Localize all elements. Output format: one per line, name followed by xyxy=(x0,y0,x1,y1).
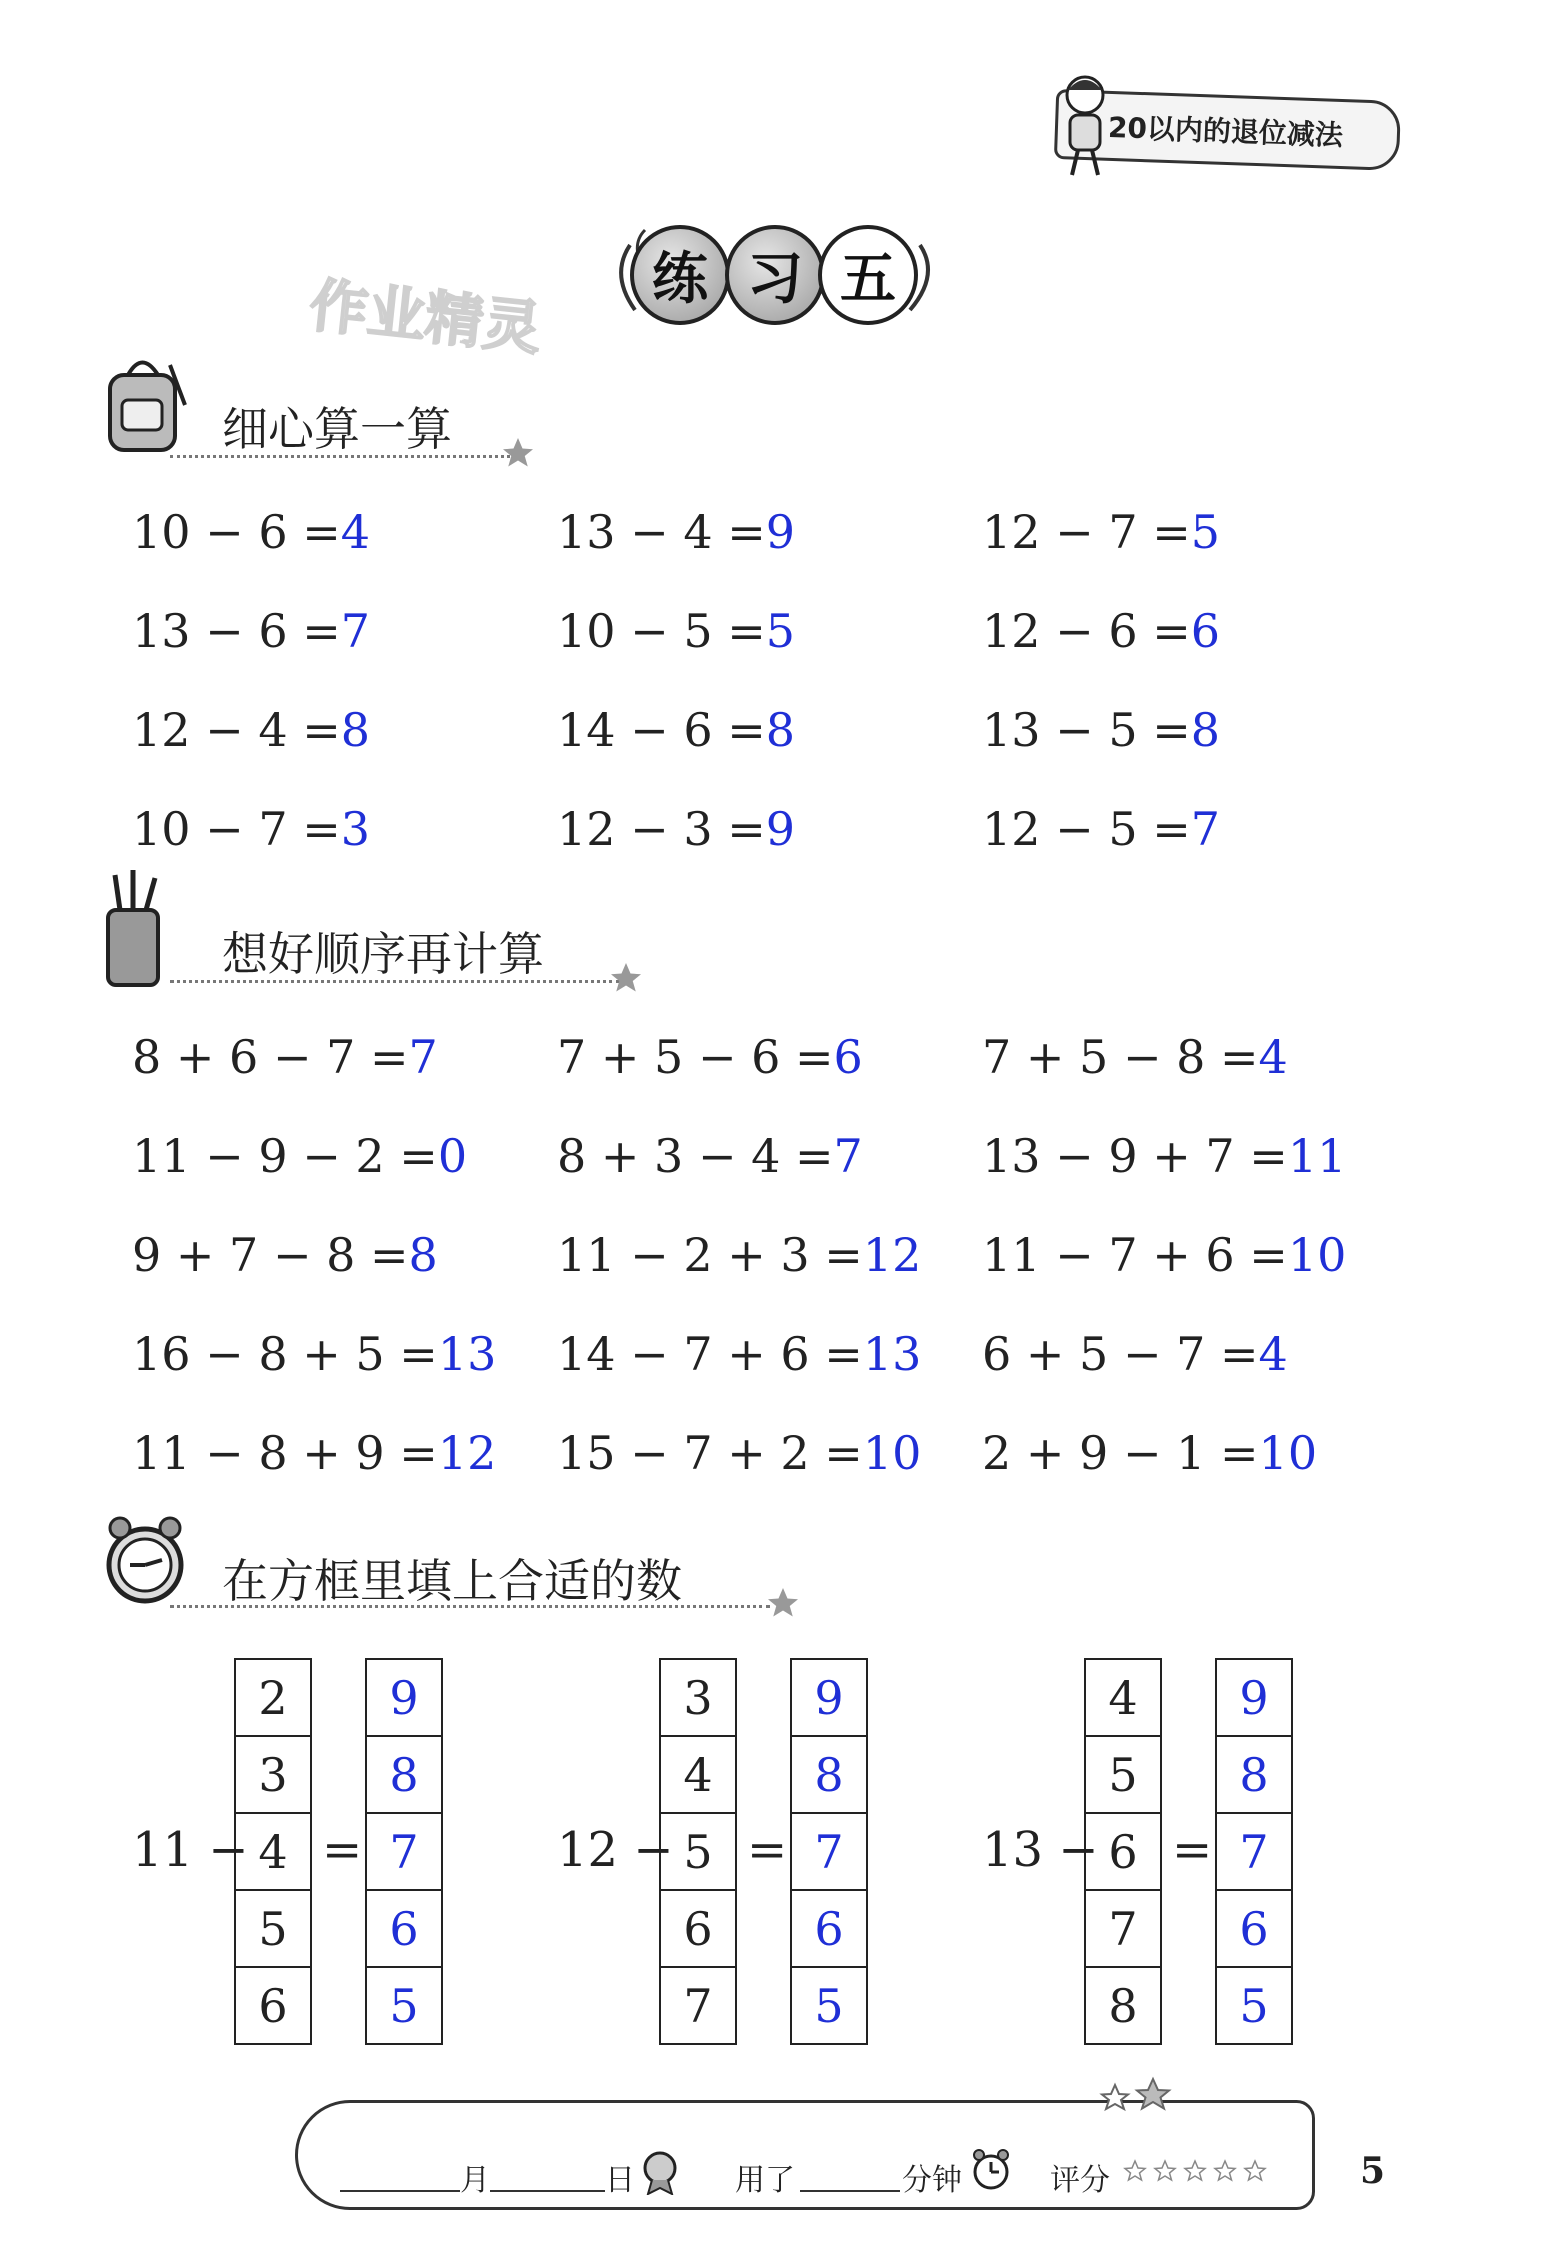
equation-question: 2 + 9 − 1 = xyxy=(982,1426,1259,1480)
equation-question: 13 − 6 = xyxy=(132,604,341,658)
equation-question: 10 − 6 = xyxy=(132,505,341,559)
equation-question: 9 + 7 − 8 = xyxy=(132,1228,409,1282)
result-box[interactable]: 5 xyxy=(365,1966,443,2045)
subtrahend-box-column xyxy=(1084,1658,1162,2045)
minutes-blank[interactable] xyxy=(800,2190,900,2192)
result-box[interactable]: 8 xyxy=(1215,1735,1293,1814)
clock-icon xyxy=(970,2148,1012,2192)
result-box[interactable]: 6 xyxy=(1215,1889,1293,1968)
equation-answer[interactable]: 12 xyxy=(437,1426,497,1480)
section-divider xyxy=(170,980,620,983)
equation-question: 6 + 5 − 7 = xyxy=(982,1327,1259,1381)
equation-question: 10 − 7 = xyxy=(132,802,341,856)
equation xyxy=(132,1228,438,1282)
equation xyxy=(132,802,370,856)
equation-answer[interactable]: 8 xyxy=(1190,703,1221,757)
equation-answer[interactable]: 6 xyxy=(1190,604,1221,658)
equation xyxy=(132,703,370,757)
equation xyxy=(982,1228,1346,1282)
box-equation-minuend: 11 − xyxy=(132,1822,249,1878)
section-title-fill-boxes: 在方框里填上合适的数 xyxy=(222,1554,682,1608)
equation-question: 13 − 5 = xyxy=(982,703,1191,757)
result-box[interactable]: 8 xyxy=(365,1735,443,1814)
equation-question: 12 − 4 = xyxy=(132,703,341,757)
subtrahend-box: 6 xyxy=(1084,1812,1162,1891)
equation-answer[interactable]: 6 xyxy=(833,1030,863,1084)
equation xyxy=(557,703,795,757)
equation-question: 8 + 6 − 7 = xyxy=(132,1030,409,1084)
equation-answer[interactable]: 8 xyxy=(765,703,796,757)
equation xyxy=(982,604,1220,658)
equation-answer[interactable]: 11 xyxy=(1287,1129,1347,1183)
result-box[interactable]: 8 xyxy=(790,1735,868,1814)
title-char-3: 五 xyxy=(818,225,918,325)
result-box[interactable]: 6 xyxy=(365,1889,443,1968)
result-box-column xyxy=(1215,1658,1293,2045)
subtrahend-box: 5 xyxy=(1084,1735,1162,1814)
score-label: 评分 xyxy=(1050,2163,1110,2198)
equation-answer[interactable]: 10 xyxy=(862,1426,922,1480)
equation-question: 12 − 6 = xyxy=(982,604,1191,658)
equation xyxy=(132,604,370,658)
star-icon xyxy=(500,435,536,471)
equation-answer[interactable]: 4 xyxy=(1258,1327,1288,1381)
title-char-2: 习 xyxy=(725,225,825,325)
equation-question: 7 + 5 − 8 = xyxy=(982,1030,1259,1084)
medal-icon xyxy=(640,2150,680,2195)
equation-answer[interactable]: 4 xyxy=(1258,1030,1288,1084)
day-label: 日 xyxy=(605,2163,635,2198)
page-number: 5 xyxy=(1360,2150,1386,2192)
month-blank[interactable] xyxy=(340,2190,460,2192)
subtrahend-box-column xyxy=(234,1658,312,2045)
equation xyxy=(557,1030,863,1084)
result-box[interactable]: 5 xyxy=(1215,1966,1293,2045)
equation-question: 7 + 5 − 6 = xyxy=(557,1030,834,1084)
subtrahend-box: 8 xyxy=(1084,1966,1162,2045)
equation xyxy=(557,604,795,658)
equation-question: 12 − 5 = xyxy=(982,802,1191,856)
equation-question: 14 − 7 + 6 = xyxy=(557,1327,863,1381)
equation-question: 10 − 5 = xyxy=(557,604,766,658)
equation-question: 11 − 9 − 2 = xyxy=(132,1129,438,1183)
equation-answer[interactable]: 7 xyxy=(1190,802,1221,856)
rating-stars-icon[interactable] xyxy=(1120,2158,1280,2188)
result-box[interactable]: 5 xyxy=(790,1966,868,2045)
subtrahend-box: 4 xyxy=(659,1735,737,1814)
equals-sign: = xyxy=(747,1822,788,1878)
equation-answer[interactable]: 10 xyxy=(1287,1228,1347,1282)
equation-question: 15 − 7 + 2 = xyxy=(557,1426,863,1480)
equation-answer[interactable]: 7 xyxy=(833,1129,863,1183)
equation-question: 11 − 7 + 6 = xyxy=(982,1228,1288,1282)
equation xyxy=(557,505,795,559)
equation xyxy=(132,1327,496,1381)
box-equation-minuend: 12 − xyxy=(557,1822,674,1878)
equation-answer[interactable]: 7 xyxy=(340,604,371,658)
equation xyxy=(132,1030,438,1084)
equation xyxy=(557,1129,863,1183)
student-mascot-icon xyxy=(1050,70,1120,180)
equation xyxy=(982,1327,1288,1381)
equation-answer[interactable]: 8 xyxy=(408,1228,438,1282)
watermark: 作业精灵 xyxy=(306,271,545,363)
equals-sign: = xyxy=(322,1822,363,1878)
subtrahend-box: 3 xyxy=(234,1735,312,1814)
equation xyxy=(132,1129,467,1183)
equation-answer[interactable]: 9 xyxy=(765,802,796,856)
day-blank[interactable] xyxy=(490,2190,605,2192)
equation-question: 11 − 8 + 9 = xyxy=(132,1426,438,1480)
subtrahend-box: 5 xyxy=(659,1812,737,1891)
result-box[interactable]: 6 xyxy=(790,1889,868,1968)
equation-answer[interactable]: 0 xyxy=(437,1129,468,1183)
subtrahend-box: 4 xyxy=(234,1812,312,1891)
equation-answer[interactable]: 5 xyxy=(1190,505,1221,559)
backpack-icon xyxy=(100,345,190,455)
equation xyxy=(982,1426,1317,1480)
pencil-cup-icon xyxy=(100,870,170,990)
equation-question: 13 − 4 = xyxy=(557,505,766,559)
equation xyxy=(557,1426,921,1480)
subtrahend-box: 5 xyxy=(234,1889,312,1968)
section-title-order-calc: 想好顺序再计算 xyxy=(222,927,544,981)
equation xyxy=(982,703,1220,757)
result-box-column xyxy=(790,1658,868,2045)
month-label: 月 xyxy=(460,2163,490,2198)
equation xyxy=(982,1030,1288,1084)
equation-answer[interactable]: 7 xyxy=(408,1030,438,1084)
equation-answer[interactable]: 13 xyxy=(862,1327,922,1381)
equation-question: 16 − 8 + 5 = xyxy=(132,1327,438,1381)
equation-answer[interactable]: 8 xyxy=(340,703,371,757)
subtrahend-box: 2 xyxy=(234,1658,312,1737)
subtrahend-box: 7 xyxy=(1084,1889,1162,1968)
subtrahend-box-column xyxy=(659,1658,737,2045)
result-box-column xyxy=(365,1658,443,2045)
chapter-title: 20以内的退位减法 xyxy=(1107,110,1344,153)
star-icon xyxy=(1095,2075,1175,2125)
section-divider xyxy=(170,1605,770,1608)
result-box[interactable]: 9 xyxy=(1215,1658,1293,1737)
equation-answer[interactable]: 3 xyxy=(340,802,371,856)
equation xyxy=(132,505,370,559)
equation-answer[interactable]: 10 xyxy=(1258,1426,1318,1480)
subtrahend-box: 7 xyxy=(659,1966,737,2045)
equation-question: 11 − 2 + 3 = xyxy=(557,1228,863,1282)
result-box[interactable]: 9 xyxy=(365,1658,443,1737)
subtrahend-box: 6 xyxy=(234,1966,312,2045)
result-box[interactable]: 7 xyxy=(1215,1812,1293,1891)
equation xyxy=(557,1228,921,1282)
result-box[interactable]: 9 xyxy=(790,1658,868,1737)
star-icon xyxy=(765,1585,801,1621)
subtrahend-box: 3 xyxy=(659,1658,737,1737)
equation xyxy=(982,1129,1346,1183)
equation xyxy=(982,505,1220,559)
equation-question: 12 − 7 = xyxy=(982,505,1191,559)
alarm-clock-icon xyxy=(100,1510,190,1610)
equation xyxy=(132,1426,496,1480)
equation-answer[interactable]: 13 xyxy=(437,1327,497,1381)
equation-answer[interactable]: 4 xyxy=(340,505,371,559)
time-used-label: 用了 xyxy=(735,2163,795,2198)
equation-question: 14 − 6 = xyxy=(557,703,766,757)
section-divider xyxy=(170,455,510,458)
result-box[interactable]: 7 xyxy=(790,1812,868,1891)
star-icon xyxy=(608,960,644,996)
box-equation-minuend: 13 − xyxy=(982,1822,1099,1878)
title-char-1: 练 xyxy=(630,225,730,325)
equation-question: 12 − 3 = xyxy=(557,802,766,856)
equation-question: 13 − 9 + 7 = xyxy=(982,1129,1288,1183)
equals-sign: = xyxy=(1172,1822,1213,1878)
subtrahend-box: 4 xyxy=(1084,1658,1162,1737)
section-title-careful-calc: 细心算一算 xyxy=(222,402,452,456)
equation xyxy=(557,1327,921,1381)
equation-answer[interactable]: 12 xyxy=(862,1228,922,1282)
result-box[interactable]: 7 xyxy=(365,1812,443,1891)
minutes-label: 分钟 xyxy=(902,2163,962,2198)
equation-question: 8 + 3 − 4 = xyxy=(557,1129,834,1183)
equation-answer[interactable]: 5 xyxy=(765,604,796,658)
equation xyxy=(982,802,1220,856)
subtrahend-box: 6 xyxy=(659,1889,737,1968)
equation xyxy=(557,802,795,856)
equation-answer[interactable]: 9 xyxy=(765,505,796,559)
